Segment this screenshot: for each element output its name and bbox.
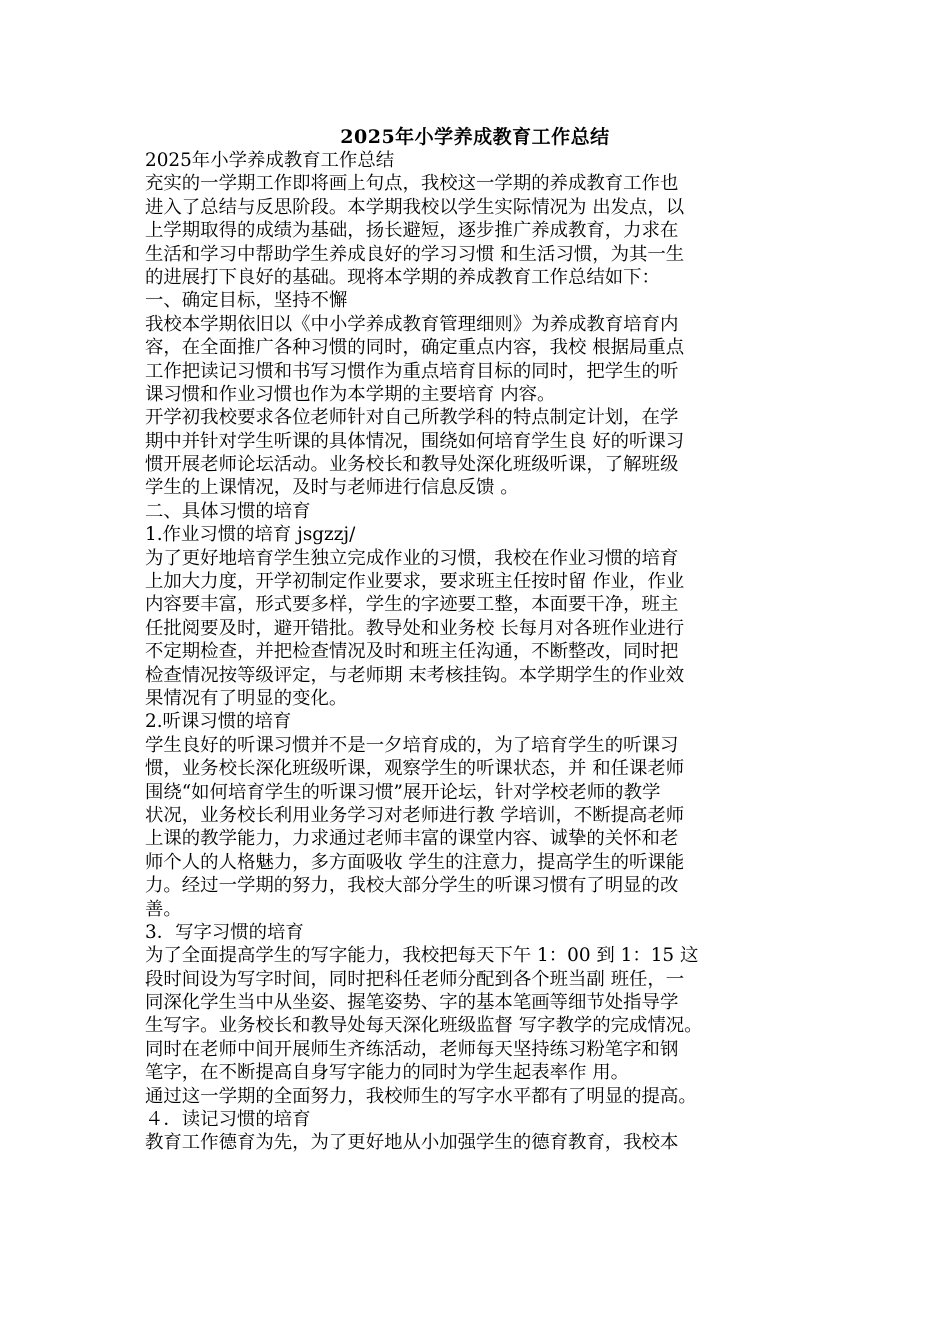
text-line: 师个人的人格魅力，多方面吸收 学生的注意力，提高学生的听课能 bbox=[145, 851, 685, 873]
text-line: 力。经过一学期的努力，我校大部分学生的听课习惯有了明显的改 bbox=[145, 875, 679, 897]
text-line: 同时在老师中间开展师生齐练活动，老师每天坚持练习粉笔字和钢 bbox=[145, 1038, 679, 1060]
text-line: 一、确定目标，坚持不懈 bbox=[145, 290, 348, 312]
text-line: 的进展打下良好的基础。现将本学期的养成教育工作总结如下： bbox=[145, 266, 660, 288]
text-line: 开学初我校要求各位老师针对自己所教学科的特点制定计划，在学 bbox=[145, 407, 679, 429]
text-line: 3．写字习惯的培育 bbox=[145, 921, 304, 943]
text-line: 容，在全面推广各种习惯的同时，确定重点内容，我校 根据局重点 bbox=[145, 337, 685, 359]
text-line: 为了更好地培育学生独立完成作业的习惯，我校在作业习惯的培育 bbox=[145, 547, 679, 569]
document-body bbox=[145, 149, 815, 1155]
text-line: 同深化学生当中从坐姿、握笔姿势、字的基本笔画等细节处指导学 bbox=[145, 992, 679, 1014]
text-line: 我校本学期依旧以《中小学养成教育管理细则》为养成教育培育内 bbox=[145, 313, 679, 335]
text-line: 上学期取得的成绩为基础，扬长避短，逐步推广养成教育，力求在 bbox=[145, 220, 679, 242]
text-line: 课习惯和作业习惯也作为本学期的主要培育 内容。 bbox=[145, 383, 556, 405]
text-line: 段时间设为写字时间，同时把科任老师分配到各个班当副 班任，一 bbox=[145, 968, 685, 990]
text-line: 惯开展老师论坛活动。业务校长和教导处深化班级听课，了解班级 bbox=[145, 454, 679, 476]
text-line: 二、具体习惯的培育 bbox=[145, 500, 311, 522]
text-line: 通过这一学期的全面努力，我校师生的写字水平都有了明显的提高。 bbox=[145, 1085, 697, 1107]
text-line: 充实的一学期工作即将画上句点，我校这一学期的养成教育工作也 bbox=[145, 173, 679, 195]
document-title: 2025年小学养成教育工作总结 bbox=[340, 126, 610, 148]
text-line: 1.作业习惯的培育 jsgzzj/ bbox=[145, 524, 356, 546]
text-line: 工作把读记习惯和书写习惯作为重点培育目标的同时，把学生的听 bbox=[145, 360, 679, 382]
text-line: 2025年小学养成教育工作总结 bbox=[145, 150, 395, 171]
text-line: 进入了总结与反思阶段。本学期我校以学生实际情况为 出发点，以 bbox=[145, 196, 685, 218]
text-line: 学生良好的听课习惯并不是一夕培育成的，为了培育学生的听课习 bbox=[145, 734, 679, 756]
text-line: 期中并针对学生听课的具体情况，围绕如何培育学生良 好的听课习 bbox=[145, 430, 685, 452]
text-line: ４．读记习惯的培育 bbox=[145, 1109, 311, 1131]
text-line: 不定期检查，并把检查情况及时和班主任沟通，不断整改，同时把 bbox=[145, 641, 679, 663]
text-line: 内容要丰富，形式要多样，学生的字迹要工整，本面要干净，班主 bbox=[145, 594, 679, 616]
text-line: 任批阅要及时，避开错批。教导处和业务校 长每月对各班作业进行 bbox=[145, 617, 685, 639]
text-line: 果情况有了明显的变化。 bbox=[145, 687, 348, 709]
text-line: 上加大力度，开学初制定作业要求，要求班主任按时留 作业，作业 bbox=[145, 571, 685, 593]
text-line: 生写字。业务校长和教导处每天深化班级监督 写字教学的完成情况。 bbox=[145, 1015, 703, 1037]
text-line: 笔字，在不断提高自身写字能力的同时为学生起表率作 用。 bbox=[145, 1062, 630, 1084]
text-line: 学生的上课情况，及时与老师进行信息反馈 。 bbox=[145, 477, 519, 499]
text-line: 状况，业务校长利用业务学习对老师进行教 学培训，不断提高老师 bbox=[145, 804, 685, 826]
text-line: 2.听课习惯的培育 bbox=[145, 711, 292, 733]
text-line: 惯，业务校长深化班级听课，观察学生的听课状态，并 和任课老师 bbox=[145, 758, 685, 780]
text-line: 生活和学习中帮助学生养成良好的学习习惯 和生活习惯，为其一生 bbox=[145, 243, 685, 265]
text-line: 检查情况按等级评定，与老师期 末考核挂钩。本学期学生的作业效 bbox=[145, 664, 685, 686]
text-line: 为了全面提高学生的写字能力，我校把每天下午 1：00 到 1：15 这 bbox=[145, 945, 699, 967]
text-line: 上课的教学能力，力求通过老师丰富的课堂内容、诚挚的关怀和老 bbox=[145, 828, 679, 850]
text-line: 善。 bbox=[145, 898, 182, 920]
text-line: 围绕“如何培育学生的听课习惯”展开论坛，针对学校老师的教学 bbox=[145, 781, 661, 803]
text-line: 教育工作德育为先，为了更好地从小加强学生的德育教育，我校本 bbox=[145, 1132, 679, 1154]
